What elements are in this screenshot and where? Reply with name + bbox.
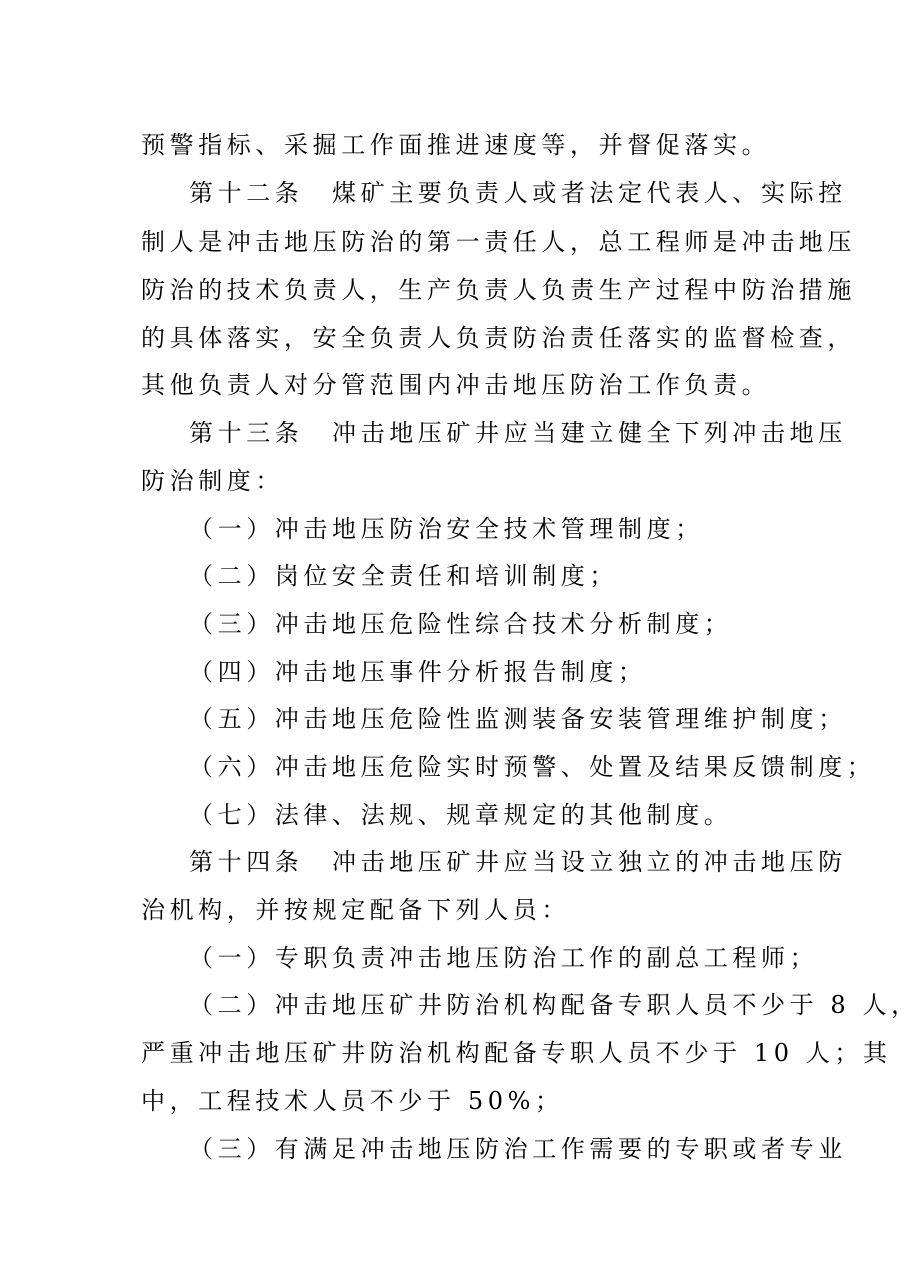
article-14-heading-line: 第十四条 冲击地压矿井应当设立独立的冲击地压防 [189, 848, 847, 876]
text-line: 其他负责人对分管范围内冲击地压防治工作负责。 [141, 371, 771, 399]
list-item: （六）冲击地压危险实时预警、处置及结果反馈制度； [189, 753, 876, 781]
list-item: （五）冲击地压危险性监测装备安装管理维护制度； [189, 705, 847, 733]
article-12-heading-line: 第十二条 煤矿主要负责人或者法定代表人、实际控 [189, 179, 847, 207]
list-item: （一）专职负责冲击地压防治工作的副总工程师； [189, 944, 819, 972]
text-line: 防治制度： [141, 467, 284, 495]
text-line: 严重冲击地压矿井防治机构配备专职人员不少于 10 人；其 [141, 1039, 892, 1067]
list-item: （三）有满足冲击地压防治工作需要的专职或者专业 [189, 1135, 847, 1163]
list-item: （四）冲击地压事件分析报告制度； [189, 658, 647, 686]
list-item: （七）法律、法规、规章规定的其他制度。 [189, 801, 733, 829]
text-line: 治机构，并按规定配备下列人员： [141, 896, 570, 924]
list-item: （二）冲击地压矿井防治机构配备专职人员不少于 8 人， [189, 991, 920, 1019]
text-line: 预警指标、采掘工作面推进速度等，并督促落实。 [141, 131, 771, 159]
text-line: 中，工程技术人员不少于 50%； [141, 1087, 564, 1115]
list-item: （二）岗位安全责任和培训制度； [189, 562, 618, 590]
text-line: 的具体落实，安全负责人负责防治责任落实的监督检查， [141, 324, 856, 352]
list-item: （三）冲击地压危险性综合技术分析制度； [189, 610, 733, 638]
list-item: （一）冲击地压防治安全技术管理制度； [189, 515, 704, 543]
article-13-heading-line: 第十三条 冲击地压矿井应当建立健全下列冲击地压 [189, 419, 847, 447]
text-line: 防治的技术负责人，生产负责人负责生产过程中防治措施 [141, 276, 856, 304]
text-line: 制人是冲击地压防治的第一责任人，总工程师是冲击地压 [141, 228, 856, 256]
